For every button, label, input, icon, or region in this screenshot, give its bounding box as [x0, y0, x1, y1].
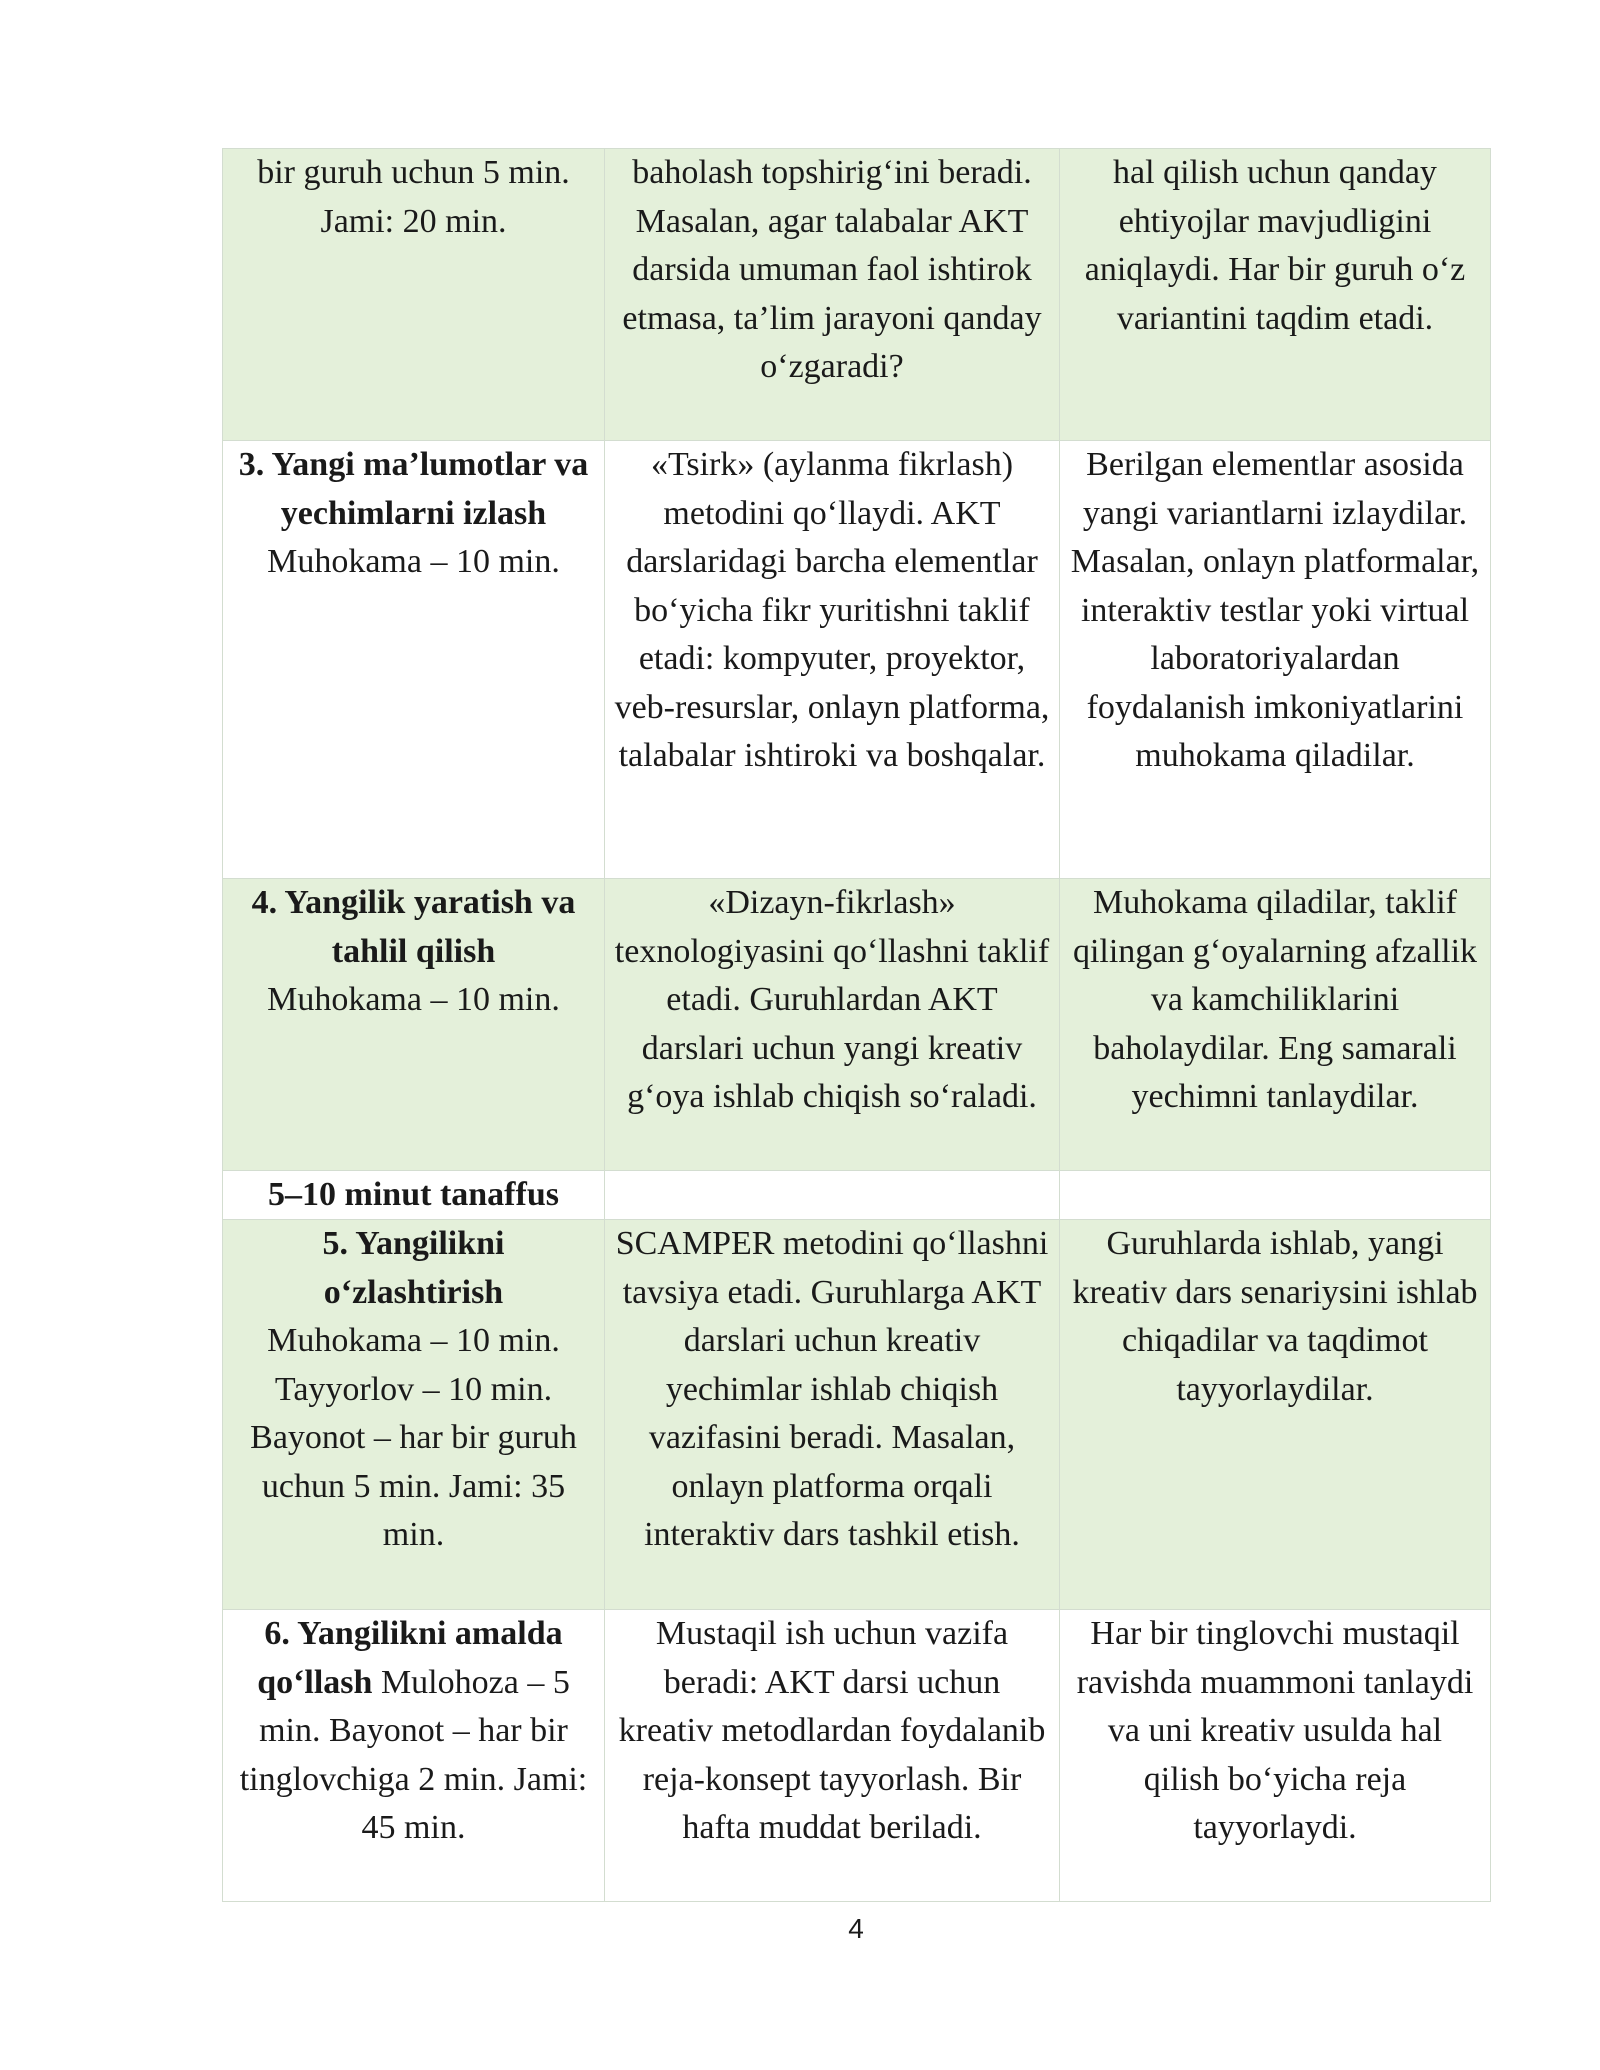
table-row	[223, 879, 1491, 1171]
student-activity-cell	[1060, 1610, 1491, 1902]
stage-title: 6. Yangilikni amalda qo‘llash	[257, 1615, 563, 1701]
page-number: 4	[848, 1913, 864, 1944]
stage-cell	[223, 1220, 605, 1610]
teacher-activity-cell	[605, 1220, 1060, 1610]
break-label: 5–10 minut tanaffus	[268, 1176, 559, 1213]
student-activity-cell	[1060, 441, 1491, 879]
stage-title: 5. Yangilikni o‘zlashtirish	[322, 1225, 505, 1311]
stage-cell	[223, 149, 605, 441]
teacher-activity-cell	[605, 441, 1060, 879]
stage-cell	[223, 1610, 605, 1902]
teacher-activity-text: baholash topshirig‘ini beradi. Masalan, agar talabalar AKT darsida umuman faol ishtirok etmasa, ta’lim jarayoni qanday o‘zgaradi?	[622, 154, 1042, 385]
teacher-activity-text: «Tsirk» (aylanma fikrlash) metodini qo‘llaydi. AKT darslaridagi barcha elementlar bo‘yicha fikr yuritishni taklif etadi: kompyuter, proyektor, veb-resurslar, onlayn platforma, talabalar ishtiroki va boshqalar.	[614, 446, 1050, 774]
student-activity-text: Har bir tinglovchi mustaqil ravishda muammoni tanlaydi va uni kreativ usulda hal qilish bo‘yicha reja tayyorlaydi.	[1076, 1615, 1474, 1846]
stage-detail: Muhokama – 10 min. Tayyorlov – 10 min. Bayonot – har bir guruh uchun 5 min. Jami: 35 min.	[250, 1322, 577, 1553]
student-activity-cell	[1060, 149, 1491, 441]
stage-detail: Mulohoza – 5 min. Bayonot – har bir tinglovchiga 2 min. Jami: 45 min.	[239, 1663, 588, 1846]
stage-detail: Muhokama – 10 min.	[267, 543, 560, 580]
table-row	[223, 1610, 1491, 1902]
teacher-activity-text: Mustaqil ish uchun vazifa beradi: AKT darsi uchun kreativ metodlardan foydalanib reja-konsept tayyorlash. Bir hafta muddat beriladi.	[618, 1615, 1046, 1846]
lesson-plan-table	[222, 148, 1491, 1902]
stage-detail: bir guruh uchun 5 min. Jami: 20 min.	[257, 154, 570, 240]
table-row	[223, 1171, 1491, 1220]
teacher-activity-text: «Dizayn-fikrlash» texnologiyasini qo‘llashni taklif etadi. Guruhlardan AKT darslari uchun yangi kreativ g‘oya ishlab chiqish so‘raladi.	[614, 884, 1050, 1115]
stage-cell	[223, 441, 605, 879]
stage-detail: Muhokama – 10 min.	[267, 981, 560, 1018]
student-activity-text: Guruhlarda ishlab, yangi kreativ dars senariysini ishlab chiqadilar va taqdimot tayyorlaydilar.	[1072, 1225, 1478, 1408]
table-row	[223, 149, 1491, 441]
teacher-activity-cell	[605, 1610, 1060, 1902]
teacher-activity-text: SCAMPER metodini qo‘llashni tavsiya etadi. Guruhlarga AKT darslari uchun kreativ yechimlar ishlab chiqish vazifasini beradi. Masalan, onlayn platforma orqali interaktiv dars tashkil etish.	[615, 1225, 1049, 1553]
teacher-activity-cell	[605, 149, 1060, 441]
student-activity-text: Muhokama qiladilar, taklif qilingan g‘oyalarning afzallik va kamchiliklarini baholaydilar. Eng samarali yechimni tanlaydilar.	[1072, 884, 1478, 1115]
stage-title: 3. Yangi ma’lumotlar va yechimlarni izlash	[238, 446, 589, 532]
stage-cell	[223, 879, 605, 1171]
table-row	[223, 441, 1491, 879]
student-activity-text: Berilgan elementlar asosida yangi variantlarni izlaydilar. Masalan, onlayn platformalar, interaktiv testlar yoki virtual laboratoriyalardan foydalanish imkoniyatlarini muhokama qiladilar.	[1070, 446, 1480, 774]
table-row	[223, 1220, 1491, 1610]
teacher-activity-cell	[605, 1171, 1060, 1220]
student-activity-cell	[1060, 1220, 1491, 1610]
student-activity-text: hal qilish uchun qanday ehtiyojlar mavjudligini aniqlaydi. Har bir guruh o‘z variantini taqdim etadi.	[1084, 154, 1466, 337]
student-activity-cell	[1060, 879, 1491, 1171]
stage-cell	[223, 1171, 605, 1220]
student-activity-cell	[1060, 1171, 1491, 1220]
teacher-activity-cell	[605, 879, 1060, 1171]
stage-title: 4. Yangilik yaratish va tahlil qilish	[251, 884, 576, 970]
